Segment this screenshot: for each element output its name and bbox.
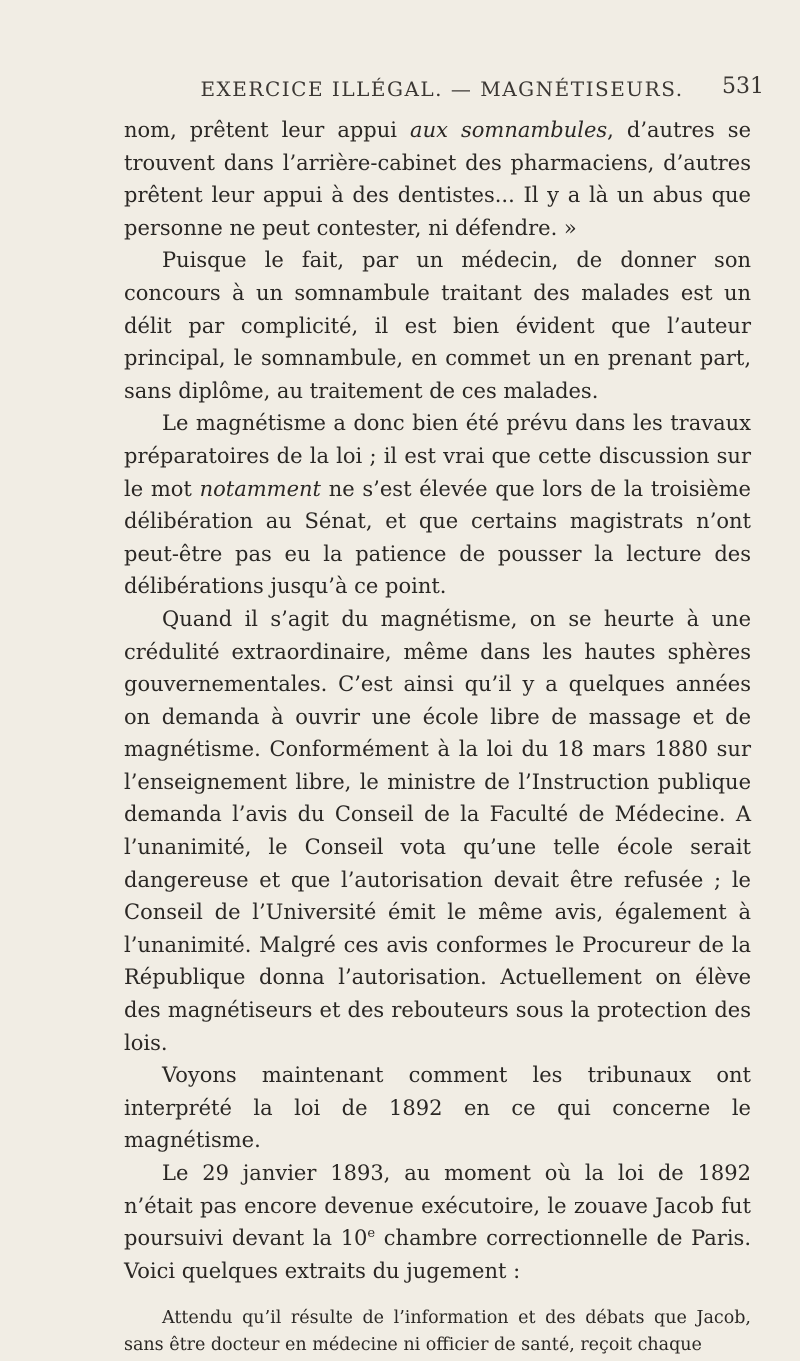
running-title: EXERCICE ILLÉGAL. — MAGNÉTISEURS. bbox=[200, 77, 684, 101]
paragraph-1 bbox=[124, 114, 751, 244]
text-run: nom, prêtent leur appui bbox=[124, 118, 411, 142]
paragraph-2: Puisque le fait, par un médecin, de donner son concours à un somnambule traitant des malades est un délit par complicité, il est bien évident que l’auteur principal, le somnambule, en commet un en prenant part, sans diplôme, au traitement de ces malades. bbox=[124, 248, 751, 403]
text-run: chambre correctionnelle de Paris. Voici quelques extraits du jugement : bbox=[124, 1226, 752, 1283]
paragraph-5: Voyons maintenant comment les tribunaux ont interprété la loi de 1892 en ce qui concerne le magnétisme. bbox=[124, 1063, 751, 1153]
paragraph-4: Quand il s’agit du magnétisme, on se heurte à une crédulité extraordinaire, même dans les hautes sphères gouvernementales. C’est ainsi qu’il y a quelques années on demanda à ouvrir une école libre de massage et de magnétisme. Conformément à la loi du 18 mars 1880 sur l’enseignement libre, le ministre de l’Instruction publique demanda l’avis du Conseil de la Faculté de Médecine. A l’unanimité, le Conseil vota qu’une telle école serait dangereuse et que l’autorisation devait être refusée ; le Conseil de l’Université émit le même avis, également à l’unanimité. Malgré ces avis conformes le Procureur de la République donna l’autorisation. Actuellement on élève des magnétiseurs et des rebouteurs sous la protection des lois. bbox=[124, 606, 751, 1055]
paragraph-6 bbox=[124, 1157, 751, 1287]
running-head bbox=[120, 74, 764, 104]
paragraph-3 bbox=[124, 407, 751, 603]
text-run: Le magnétisme a donc bien été prévu dans les travaux préparatoires de la loi ; il est vrai que cette discussion sur le mot bbox=[124, 411, 751, 501]
text-run: , d’autres se trouvent dans l’arrière-cabinet des pharmaciens, d’autres prêtent leur appui à des dentistes... Il y a là un abus que personne ne peut contester, ni défendre. » bbox=[124, 118, 751, 240]
page-number: 531 bbox=[722, 74, 764, 99]
text-run: Le 29 janvier 1893, au moment où la loi de 1892 n’était pas encore devenue exécutoire, le zouave Jacob fut poursuivi devant la 10 bbox=[124, 1161, 751, 1251]
text-run: ne s’est élevée que lors de la troisième délibération au Sénat, et que certains magistrats n’ont peut-être pas eu la patience de pousser la lecture des délibérations jusqu’à ce point. bbox=[124, 476, 751, 599]
italic-run: notamment bbox=[199, 476, 321, 501]
quoted-judgment: Attendu qu’il résulte de l’information et des débats que Jacob, sans être docteur en médecine ni officier de santé, reçoit chaque bbox=[124, 1308, 751, 1356]
superscript: e bbox=[367, 1226, 376, 1242]
italic-run: aux somnambules bbox=[410, 118, 608, 142]
body-text bbox=[124, 114, 751, 1359]
